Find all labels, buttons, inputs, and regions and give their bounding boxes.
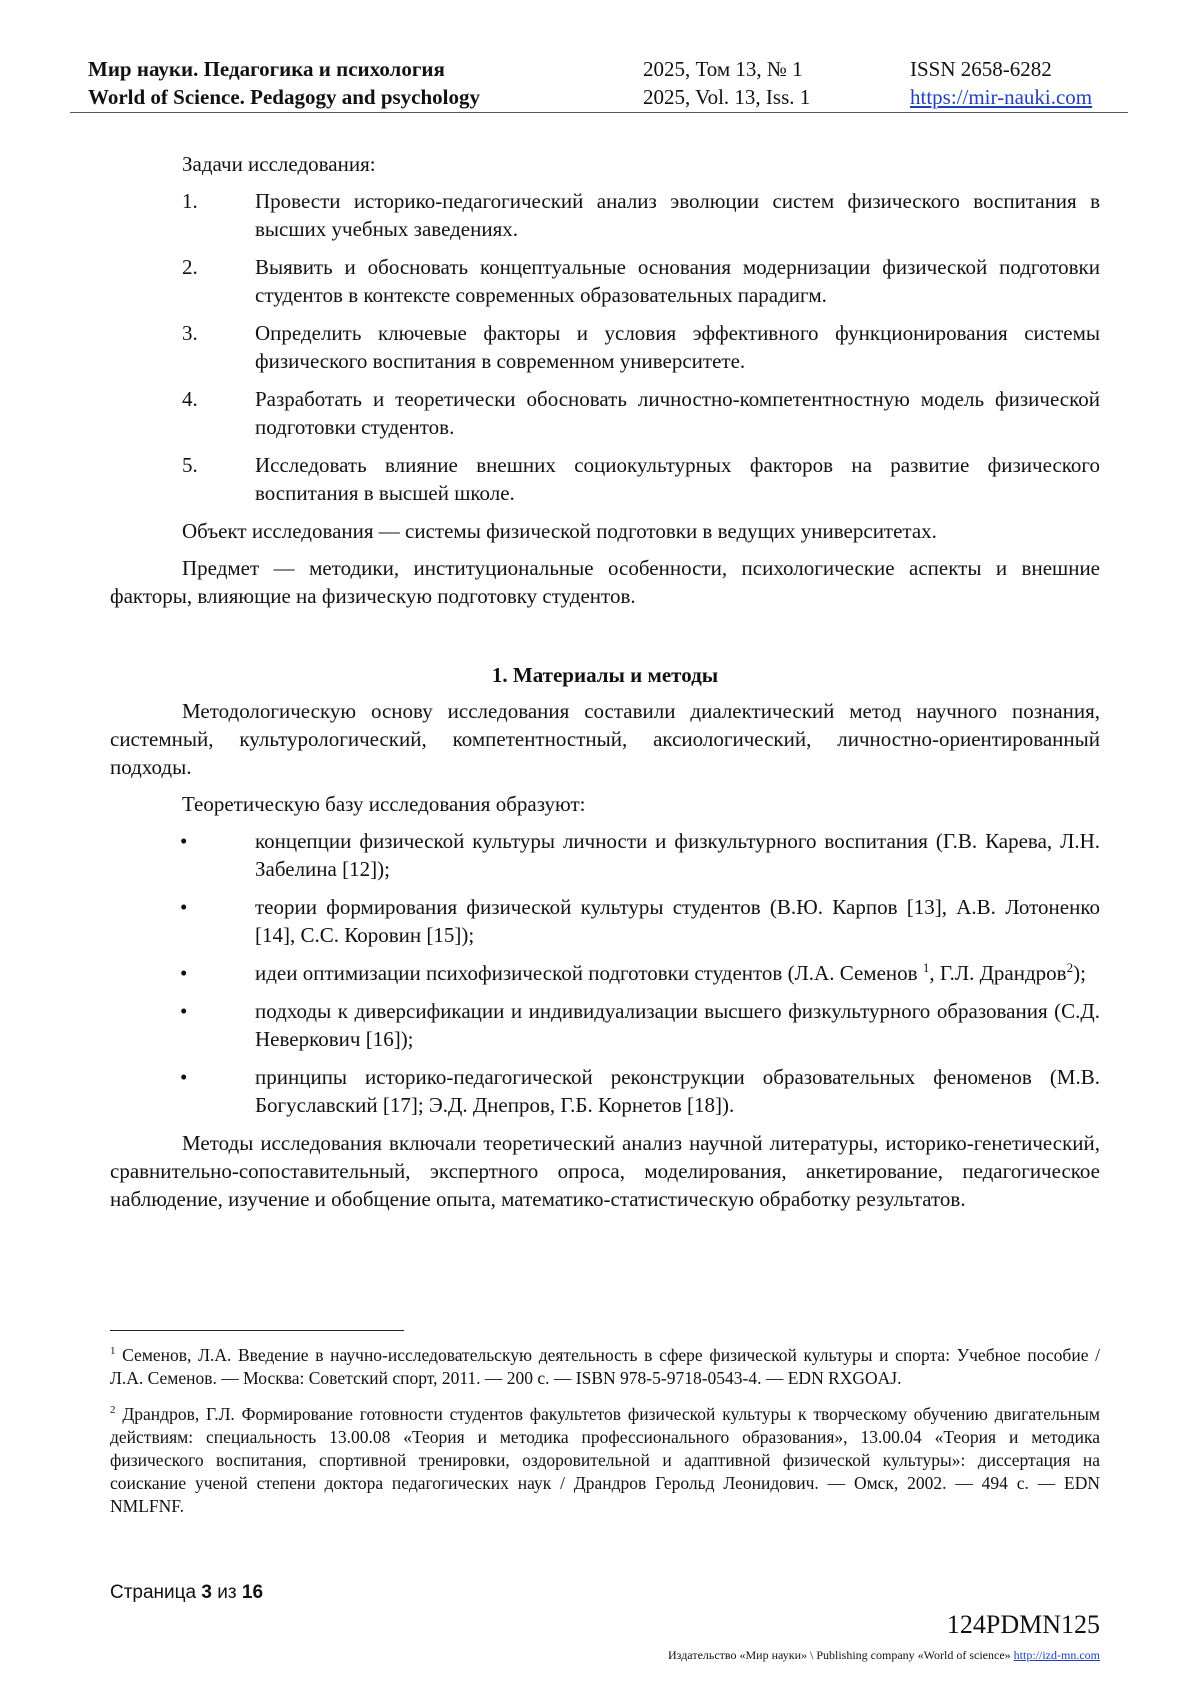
list-text-part: ); bbox=[1073, 961, 1086, 985]
list-text: подходы к диверсификации и индивидуализации высшего физкультурного образования (С.Д. Неверкович [16]); bbox=[255, 999, 1100, 1051]
list-text: Исследовать влияние внешних социокультурных факторов на развитие физического воспитания в высшей школе. bbox=[255, 453, 1100, 505]
journal-title-en: World of Science. Pedagogy and psychology bbox=[88, 85, 481, 109]
footnote-ref[interactable]: 2 bbox=[1066, 960, 1074, 975]
list-item bbox=[110, 385, 1100, 441]
issue-ru: 2025, Том 13, № 1 bbox=[643, 57, 803, 81]
footnote-divider bbox=[110, 1330, 404, 1331]
journal-title-ru: Мир науки. Педагогика и психология bbox=[88, 57, 445, 81]
list-text-part: , Г.Л. Драндров bbox=[929, 961, 1067, 985]
section-heading: 1. Материалы и методы bbox=[491, 663, 719, 687]
bullet-icon: • bbox=[180, 829, 188, 853]
list-text: Выявить и обосновать концептуальные основания модернизации физической подготовки студентов в контексте современных образовательных парадигм. bbox=[255, 255, 1100, 307]
list-number: 3. bbox=[182, 321, 198, 345]
list-item bbox=[110, 827, 1100, 883]
list-text: принципы историко-педагогической реконструкции образовательных феноменов (М.В. Богуславский [17]; Э.Д. Днепров, Г.Б. Корнетов [18]). bbox=[255, 1065, 1100, 1117]
methods-paragraph: Методы исследования включали теоретический анализ научной литературы, историко-генетический, сравнительно-сопоставительный, экспертного опроса, моделирования, анкетирование, педагогическое наблюдение, изучение и обобщение опыта, математико-статистическую обработку результатов. bbox=[110, 1131, 1100, 1211]
research-subject: Предмет — методики, институциональные особенности, психологические аспекты и внешние факторы, влияющие на физическую подготовку студентов. bbox=[110, 556, 1100, 608]
list-text bbox=[255, 961, 1086, 985]
page-total: 16 bbox=[241, 1582, 264, 1603]
list-item bbox=[110, 893, 1100, 949]
list-item bbox=[110, 319, 1100, 375]
bullet-icon: • bbox=[180, 999, 188, 1023]
list-text: теории формирования физической культуры студентов (В.Ю. Карпов [13], А.В. Лотоненко [14], С.С. Коровин [15]); bbox=[255, 895, 1100, 947]
list-item bbox=[110, 253, 1100, 309]
issn-block bbox=[910, 55, 1092, 111]
list-item bbox=[110, 959, 1100, 987]
footnote-mark: 1 bbox=[110, 1345, 116, 1358]
publisher-link[interactable]: http://izd-mn.com bbox=[1013, 1648, 1100, 1662]
list-text: концепции физической культуры личности и физкультурного воспитания (Г.В. Карева, Л.Н. Забелина [12]); bbox=[255, 829, 1100, 881]
page-current: 3 bbox=[201, 1582, 212, 1603]
issn: ISSN 2658-6282 bbox=[910, 57, 1052, 81]
list-item bbox=[110, 451, 1100, 507]
list-text: Определить ключевые факторы и условия эффективного функционирования системы физического воспитания в современном университете. bbox=[255, 321, 1100, 373]
research-object: Объект исследования — системы физической подготовки в ведущих университетах. bbox=[182, 519, 937, 543]
issue-en: 2025, Vol. 13, Iss. 1 bbox=[643, 85, 811, 109]
journal-title bbox=[88, 55, 480, 111]
theory-intro: Теоретическую базу исследования образуют: bbox=[182, 792, 586, 816]
article-code: 124PDMN125 bbox=[946, 1610, 1100, 1639]
publisher-line bbox=[668, 1648, 1100, 1663]
journal-link[interactable]: https://mir-nauki.com bbox=[910, 85, 1093, 109]
list-number: 1. bbox=[182, 189, 198, 213]
issue-info bbox=[643, 55, 810, 111]
bullet-icon: • bbox=[180, 1065, 188, 1089]
list-number: 2. bbox=[182, 255, 198, 279]
list-text: Провести историко-педагогический анализ эволюции систем физического воспитания в высших учебных заведениях. bbox=[255, 189, 1100, 241]
bullet-icon: • bbox=[180, 895, 188, 919]
bullet-icon: • bbox=[180, 961, 188, 985]
list-item bbox=[110, 187, 1100, 243]
tasks-list bbox=[110, 187, 1100, 507]
list-text: Разработать и теоретически обосновать личностно-компетентностную модель физической подготовки студентов. bbox=[255, 387, 1100, 439]
list-text-part: идеи оптимизации психофизической подготовки студентов (Л.А. Семенов bbox=[255, 961, 918, 985]
publisher-text: Издательство «Мир науки» \ Publishing company «World of science» bbox=[668, 1648, 1011, 1662]
list-number: 5. bbox=[182, 453, 198, 477]
methodology-paragraph: Методологическую основу исследования составили диалектический метод научного познания, системный, культурологический, компетентностный, аксиологический, личностно-ориентированный подходы. bbox=[110, 699, 1100, 779]
theory-list bbox=[110, 827, 1100, 1119]
page-of: из bbox=[217, 1582, 237, 1603]
list-item bbox=[110, 997, 1100, 1053]
footnote-text: Драндров, Г.Л. Формирование готовности студентов факультетов физической культуры к творческому обучению двигательным действиям: специальность 13.00.08 «Теория и методика профессионального образования», 13.00.04 «Теория и методика физического воспитания, спортивной тренировки, оздоровительной и адаптивной физической культуры»: диссертация на соискание ученой степени доктора педагогических наук / Драндров Герольд Леонидович. — Омск, 2002. — 494 с. — EDN NMLFNF. bbox=[110, 1404, 1100, 1516]
page-label: Страница bbox=[110, 1582, 197, 1603]
page-number bbox=[110, 1582, 263, 1604]
list-item bbox=[110, 1063, 1100, 1119]
footnote bbox=[110, 1344, 1100, 1390]
footnote bbox=[110, 1403, 1100, 1518]
footnote-ref[interactable]: 1 bbox=[922, 960, 930, 975]
header-divider bbox=[70, 112, 1128, 113]
article-body bbox=[110, 150, 1100, 1213]
list-number: 4. bbox=[182, 387, 198, 411]
footnotes bbox=[110, 1344, 1100, 1531]
tasks-intro: Задачи исследования: bbox=[182, 152, 376, 176]
footnote-text: Семенов, Л.А. Введение в научно-исследовательскую деятельность в сфере физической культуры и спорта: Учебное пособие / Л.А. Семенов. — Москва: Советский спорт, 2011. — 200 с. — ISBN 978-5-9718-0543-4. — EDN RXGOAJ. bbox=[110, 1345, 1100, 1388]
footnote-mark: 2 bbox=[110, 1404, 116, 1417]
